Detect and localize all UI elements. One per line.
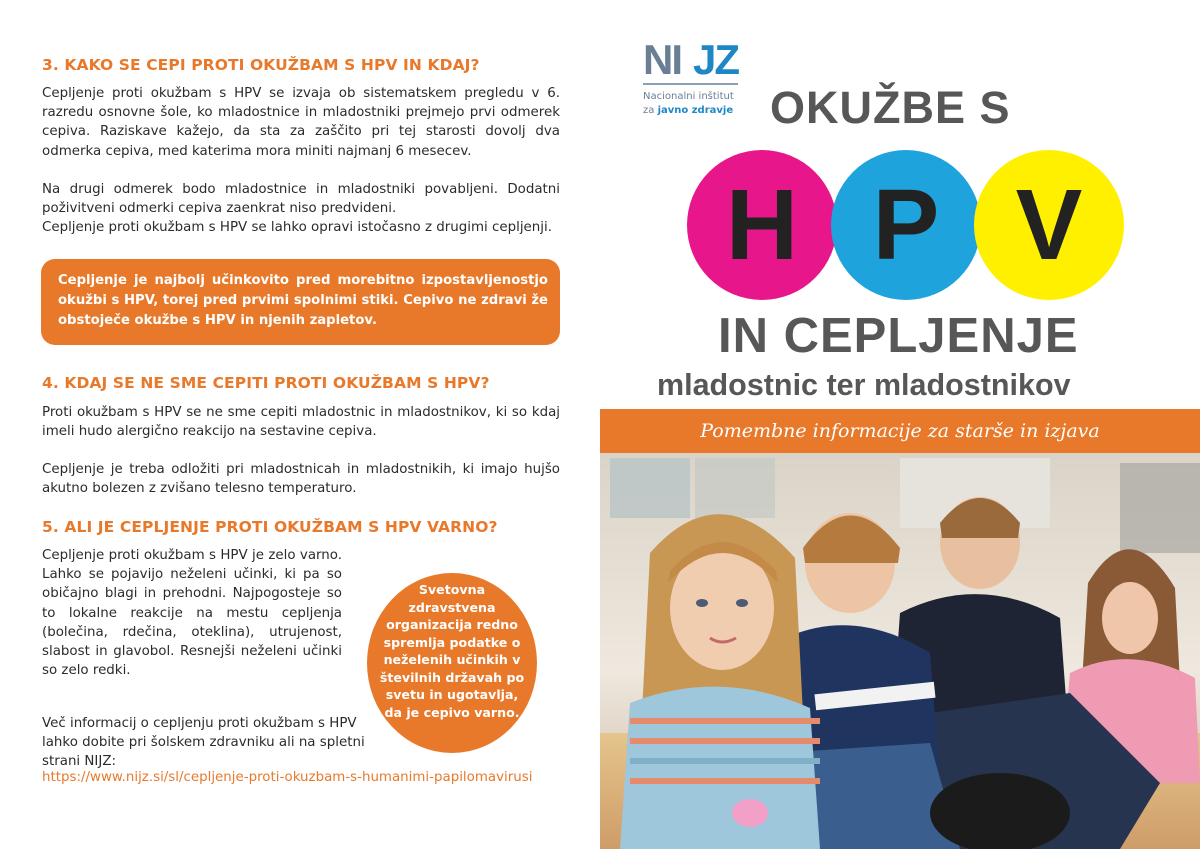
logo-text-line-1: Nacionalni inštitut <box>643 91 734 102</box>
section-3-paragraph-2: Na drugi odmerek bodo mladostnice in mladostniki povabljeni. Dodatni poživitveni odmerki cepiva zaenkrat niso predvideni. <box>42 182 560 217</box>
cover-panel <box>600 0 1200 849</box>
students-photo <box>600 453 1200 849</box>
letter-circle-p: P <box>831 150 981 300</box>
section-3-paragraph-1: Cepljenje proti okužbam s HPV se izvaja ob sistematskem pregledu v 6. razredu osnovne šole, ko mladostnice in mladostniki prejmejo prvi odmerek cepiva. Raziskave kažejo, da sta za zaščito pri tej starosti dovolj dva odmerka cepiva, med katerima mora miniti najmanj 6 mesecev. <box>42 86 560 159</box>
info-banner <box>600 409 1200 453</box>
callout-text: Cepljenje je najbolj učinkovito pred morebitno izpostavljenostjo okužbi s HPV, torej pred prvimi spolnimi stiki. Cepivo ne zdravi že obstoječe okužbe s HPV in njenih zapletov. <box>58 273 548 328</box>
banner-text: Pomembne informacije za starše in izjava <box>700 420 1100 442</box>
section-5-paragraph-2: Več informacij o cepljenju proti okužbam s HPV lahko dobite pri šolskem zdravniku ali na spletni strani NIJZ: <box>42 716 365 770</box>
section-4-paragraph-1: Proti okužbam s HPV se ne sme cepiti mladostnic in mladostnikov, ki so kdaj imeli hudo alergično reakcijo na sestavine cepiva. <box>42 405 560 440</box>
logo-mark-ni: NI <box>643 36 681 83</box>
logo-divider <box>643 83 738 85</box>
nijz-logo <box>643 36 743 126</box>
logo-mark-jz: JZ <box>693 36 739 83</box>
callout-box <box>41 259 560 345</box>
who-note-circle <box>367 573 537 753</box>
section-3-paragraph-3: Cepljenje proti okužbam s HPV se lahko opravi istočasno z drugimi cepljenji. <box>42 220 552 235</box>
who-note-text: Svetovna zdravstvena organizacija redno spremlja podatke o neželenih učinkih v številnih državah po svetu in ugotavlja, da je cepivo varno. <box>379 582 525 720</box>
title-in-cepljenje: IN CEPLJENJE <box>718 309 1079 363</box>
section-3-heading: 3. KAKO SE CEPI PROTI OKUŽBAM S HPV IN KDAJ? <box>42 56 480 74</box>
logo-text-line-2: za javno zdravje <box>643 105 734 116</box>
title-okuzbe-s: OKUŽBE S <box>770 82 1011 133</box>
letter-circle-v: V <box>974 150 1124 300</box>
section-5-paragraph-1: Cepljenje proti okužbam s HPV je zelo varno. Lahko se pojavijo neželeni učinki, ki pa so običajno blagi in prehodni. Najpogosteje so to lokalne reakcije na mestu cepljenja (bolečina, rdečina, oteklina), utrujenost, slabost in glavobol. Resnejši neželeni učinki so zelo redki. <box>42 548 342 679</box>
title-subtitle: mladostnic ter mladostnikov <box>657 368 1071 402</box>
section-4-paragraph-2: Cepljenje je treba odložiti pri mladostnicah in mladostnikih, ki imajo hujšo akutno bolezen z zvišano telesno temperaturo. <box>42 462 560 497</box>
section-4-heading: 4. KDAJ SE NE SME CEPITI PROTI OKUŽBAM S HPV? <box>42 374 490 392</box>
letter-circle-h: H <box>687 150 837 300</box>
section-5-heading: 5. ALI JE CEPLJENJE PROTI OKUŽBAM S HPV VARNO? <box>42 518 498 536</box>
nijz-link[interactable]: https://www.nijz.si/sl/cepljenje-proti-okuzbam-s-humanimi-papilomavirusi <box>42 770 533 785</box>
